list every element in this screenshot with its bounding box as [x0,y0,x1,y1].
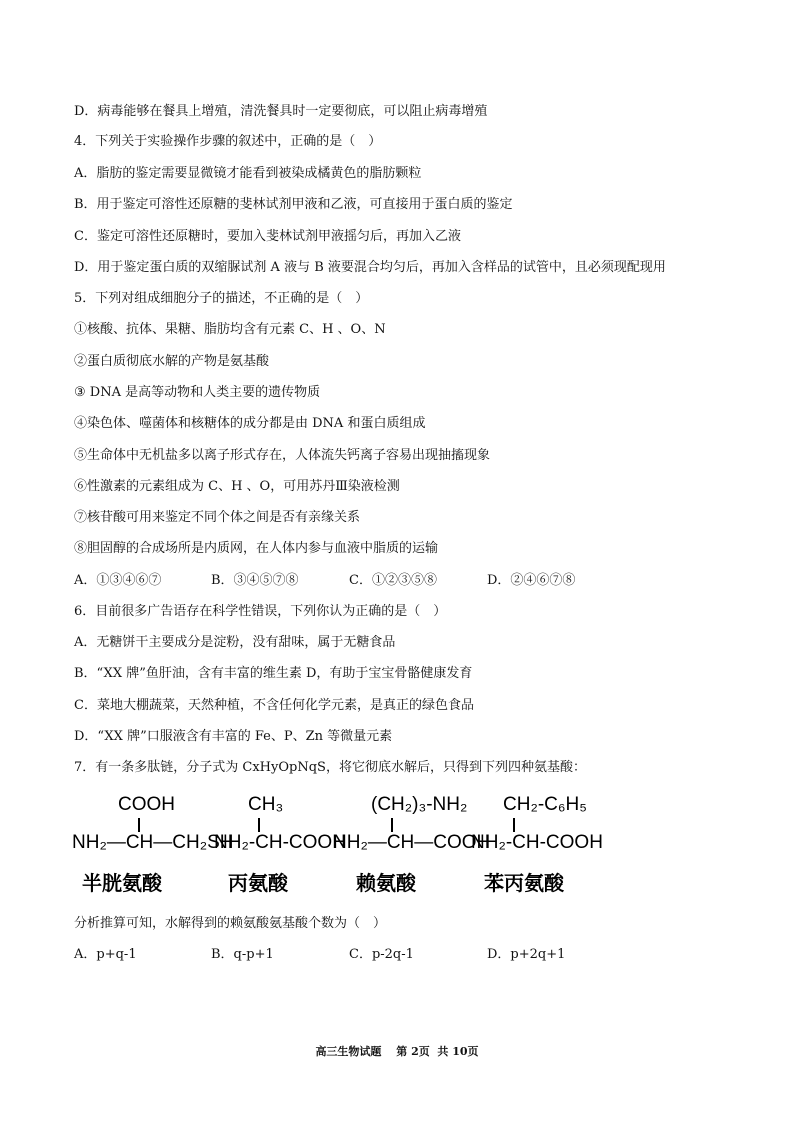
lysine-name: 赖氨酸 [356,871,416,895]
q7-question-prompt: 分析推算可知，水解得到的赖氨酸氨基酸个数为（ ） [74,916,387,931]
phenylalanine-side-group: CH₂-C₆H₅ [503,794,587,815]
phenylalanine-bond [513,818,515,832]
lysine-backbone: NH₂—CH—COOH [333,832,491,853]
question-7: 7．有一条多肽链，分子式为 CxHyOpNqS，将它彻底水解后，只得到下列四种氨基酸： [74,760,586,775]
q3-option-d: D．病毒能够在餐具上增殖，清洗餐具时一定要彻底，可以阻止病毒增殖 [74,104,488,119]
cysteine-backbone: NH₂—CH—CH₂SH [72,832,234,853]
lysine-side-group: (CH₂)₃-NH₂ [371,794,468,815]
q5-statement-1: ①核酸、抗体、果糖、脂肪均含有元素 C、H 、O、N [74,322,386,337]
q7-option-b: B．q-p+1 [211,947,274,962]
question-4: 4．下列关于实验操作步骤的叙述中，正确的是（ ） [74,134,382,149]
phenylalanine-name: 苯丙氨酸 [484,871,564,895]
question-5: 5．下列对组成细胞分子的描述，不正确的是（ ） [74,291,369,306]
q6-option-a: A．无糖饼干主要成分是淀粉，没有甜味，属于无糖食品 [74,635,396,650]
cysteine-side-group: COOH [118,794,175,815]
q5-statement-7: ⑦核苷酸可用来鉴定不同个体之间是否有亲缘关系 [74,510,361,525]
q6-option-d: D．“XX 牌”口服液含有丰富的 Fe、P、Zn 等微量元素 [74,729,393,744]
cysteine-bond [138,818,140,832]
q4-option-c: C．鉴定可溶性还原糖时，要加入斐林试剂甲液摇匀后，再加入乙液 [74,229,461,244]
q4-option-a: A．脂肪的鉴定需要显微镜才能看到被染成橘黄色的脂肪颗粒 [74,166,422,181]
q6-option-b: B．“XX 牌”鱼肝油，含有丰富的维生素 D，有助于宝宝骨骼健康发育 [74,666,473,681]
alanine-bond [258,818,260,832]
q7-option-c: C．p-2q-1 [349,947,414,962]
cysteine-name: 半胱氨酸 [82,871,162,895]
q5-option-b: B．③④⑤⑦⑧ [211,573,299,588]
q5-statement-4: ④染色体、噬菌体和核糖体的成分都是由 DNA 和蛋白质组成 [74,416,426,431]
q7-option-a: A．p+q-1 [74,947,137,962]
q5-statement-5: ⑤生命体中无机盐多以离子形式存在，人体流失钙离子容易出现抽搐现象 [74,448,491,463]
phenylalanine-backbone: NH₂-CH-COOH [471,832,603,853]
alanine-backbone: NH₂-CH-COOH [214,832,346,853]
q5-option-c: C．①②③⑤⑧ [349,573,437,588]
page-footer: 高三生物试题 第 2页 共 10页 [315,1045,479,1058]
q5-option-d: D．②④⑥⑦⑧ [487,573,576,588]
alanine-name: 丙氨酸 [228,871,288,895]
q5-statement-8: ⑧胆固醇的合成场所是内质网，在人体内参与血液中脂质的运输 [74,541,439,556]
alanine-side-group: CH₃ [248,794,284,815]
q6-option-c: C．菜地大棚蔬菜，天然种植，不含任何化学元素，是真正的绿色食品 [74,698,474,713]
q4-option-d: D．用于鉴定蛋白质的双缩脲试剂 A 液与 B 液要混合均匀后，再加入含样品的试管中，且必须现配现用 [74,260,666,275]
q7-option-d: D．p+2q+1 [487,947,566,962]
q4-option-b: B．用于鉴定可溶性还原糖的斐林试剂甲液和乙液，可直接用于蛋白质的鉴定 [74,197,513,212]
lysine-bond [391,818,393,832]
q5-statement-3: ③ DNA 是高等动物和人类主要的遗传物质 [74,385,321,400]
q5-statement-6: ⑥性激素的元素组成为 C、H 、O，可用苏丹Ⅲ染液检测 [74,479,400,494]
q5-statement-2: ②蛋白质彻底水解的产物是氨基酸 [74,354,270,369]
q5-option-a: A．①③④⑥⑦ [74,573,162,588]
question-6: 6．目前很多广告语存在科学性错误，下列你认为正确的是（ ） [74,604,447,619]
